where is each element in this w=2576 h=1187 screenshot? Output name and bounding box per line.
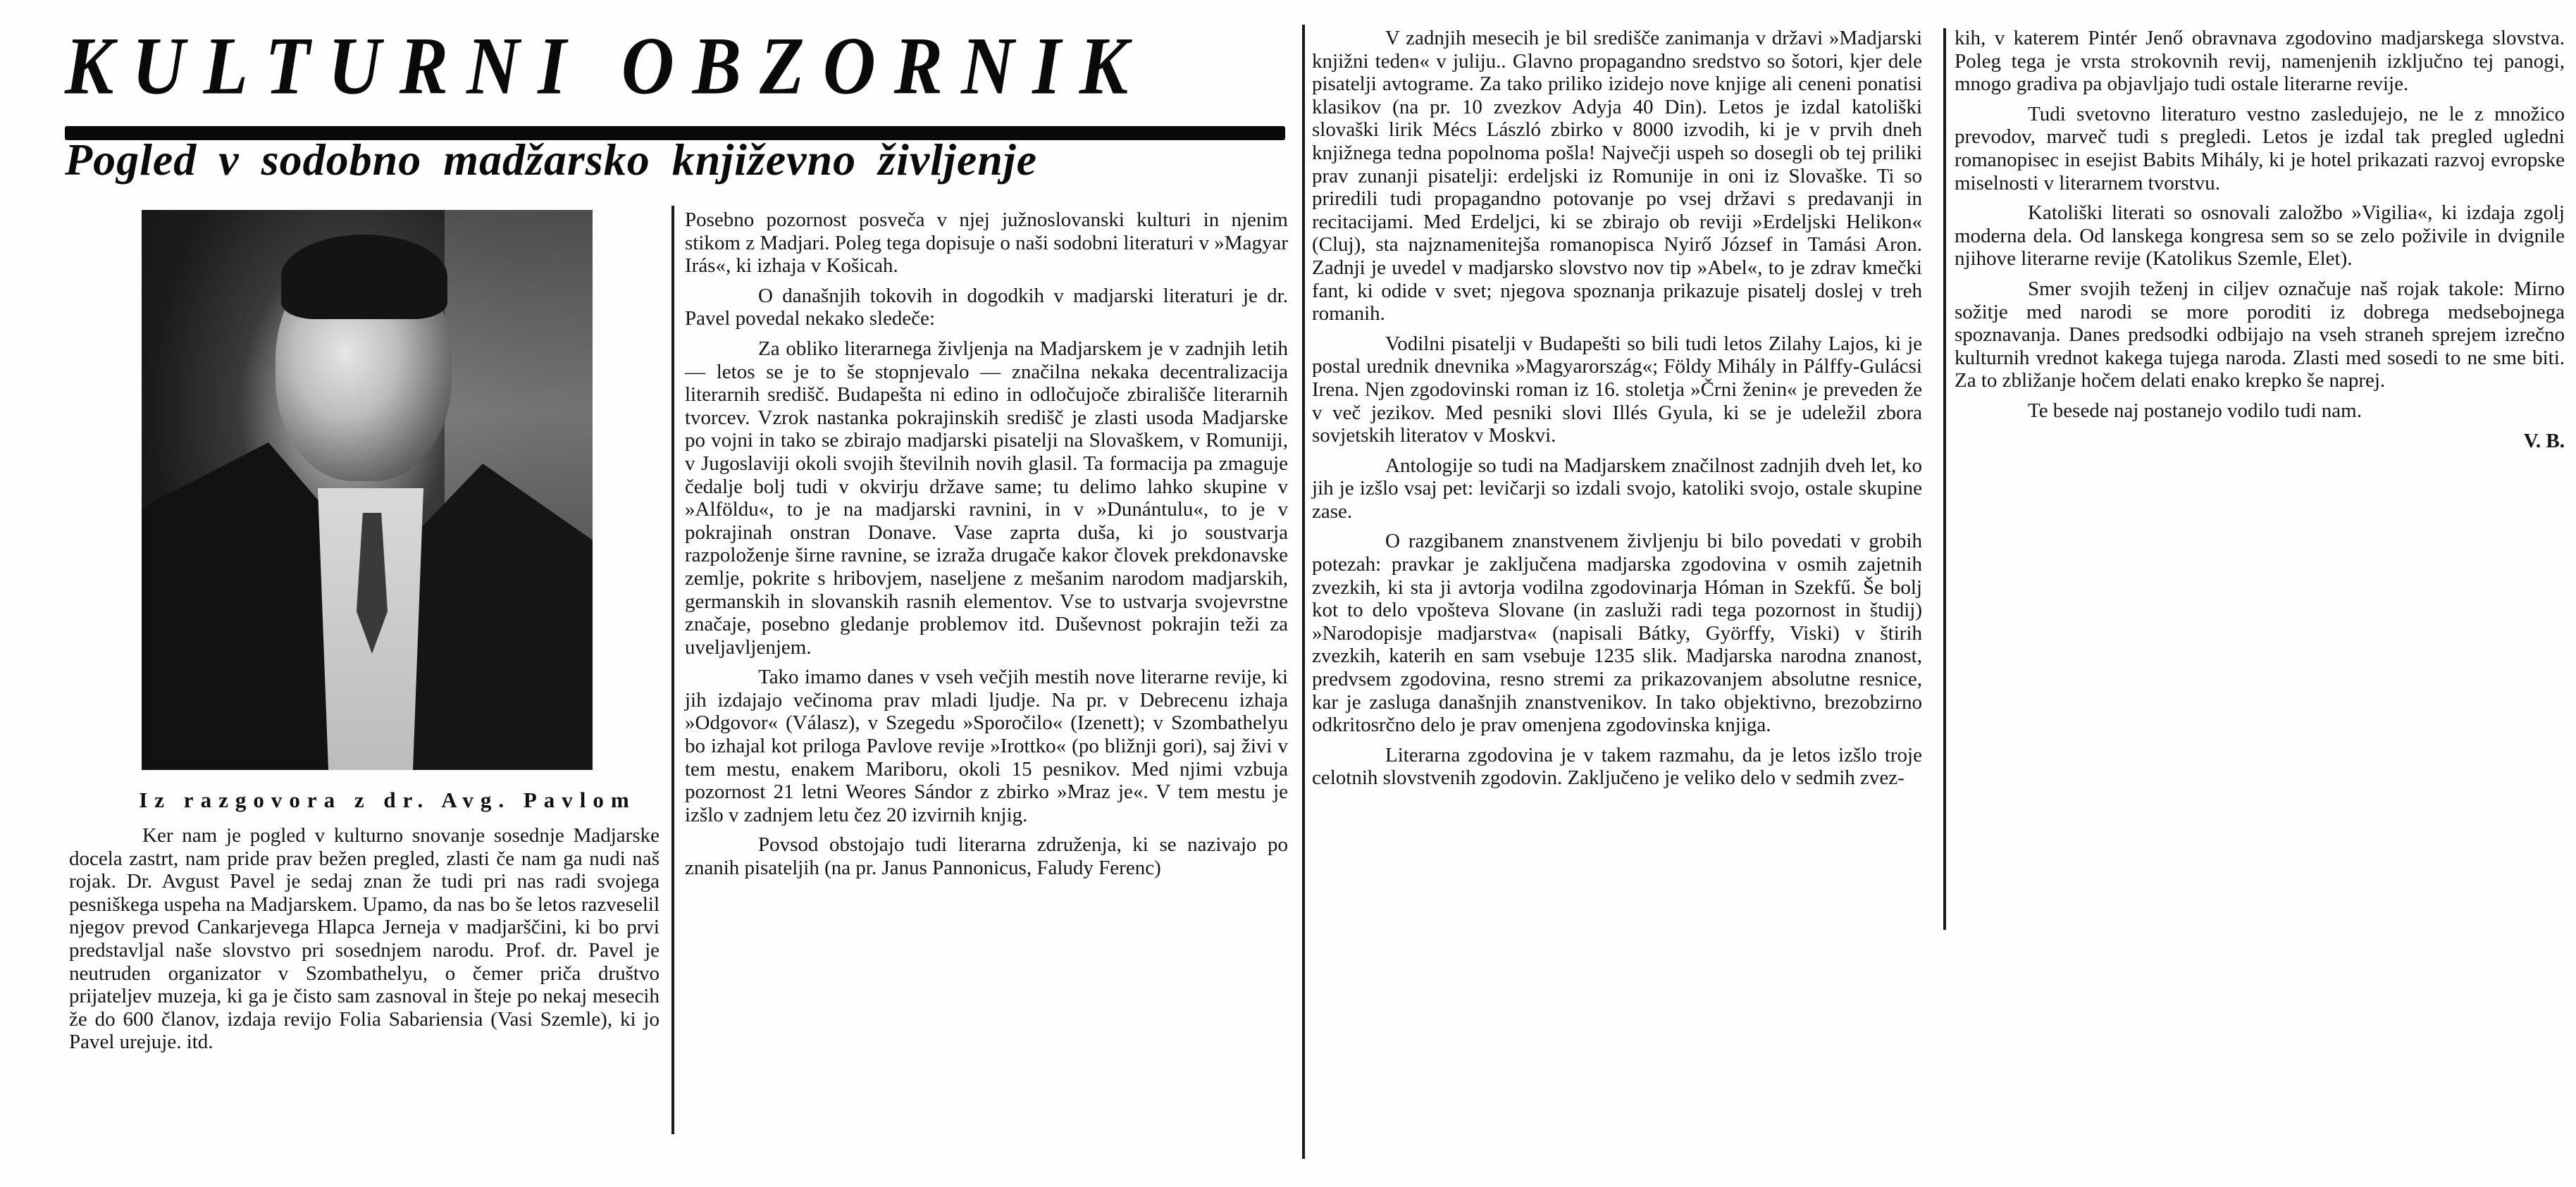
author-signature: V. B. (2523, 429, 2565, 452)
paragraph: V zadnjih mesecih je bil središče zanimanja v državi »Madjarski knjižni teden« v juliju.. Glavno propagandno sredstvo so šotori, kjer dele pisatelji avtograme. Za tako priliko izidejo nove knjige ali ceneni ponatisi klasikov (na pr. 10 zvezkov Adyja 40 Din). Letos je izdal katoliški slovaški lirik Mécs László zbirko v 8000 izvodih, ki je v prvih dneh knjižnega tedna popolnoma pošla! Največji uspeh so dosegli ob tej priliki prav zunanji pisatelji: erdeljski iz Romunije in oni iz Slovaške. Ti so priredili tudi propagandno potovanje po vsej državi s predavanji in recitacijami. Med Erdeljci, ki se zbirajo ob reviji »Erdeljski Helikon« (Cluj), sta najznamenitejša romanopisca Nyirő József in Tamási Aron. Zadnji je uvedel v madjarsko slovstvo nov tip »Abel«, to je zdrav kmečki fant, ki odide v svet; njegova spoznanja prikazuje pisatelj doslej v treh romanih. (1312, 27, 1922, 325)
paragraph: Tudi svetovno literaturo vestno zasledujejo, ne le z množico prevodov, marveč tudi s pregledi. Letos je izdal tak pregled ugledni romanopisec in esejist Babits Mihály, ki je hotel prikazati razvoj evropske miselnosti v literarnem tvorstvu. (1955, 102, 2565, 194)
article-column-1 (69, 824, 660, 1061)
column-divider (1302, 25, 1305, 1159)
paragraph: Literarna zgodovina je v takem razmahu, da je letos izšlo troje celotnih slovstvenih zgodovin. Zaključeno je veliko delo v sedmih zvez- (1312, 743, 1922, 790)
paragraph: kih, v katerem Pintér Jenő obravnava zgodovino madjarskega slovstva. Poleg tega je vrsta strokovnih revij, namenjenih izključno tej panogi, mnogo gradiva pa objavljajo tudi ostale literarne revije. (1955, 27, 2565, 96)
paragraph: Vodilni pisatelji v Budapešti so bili tudi letos Zilahy Lajos, ki je postal urednik dnevnika »Magyarország«; Földy Mihály in Pálffy-Gulácsi Irena. Njen zgodovinski roman iz 16. stoletja »Črni ženin« je preveden že v več jezikov. Med pesniki slovi Illés Gyula, ki se je udeležil zbora sovjetskih literatov v Moskvi. (1312, 332, 1922, 447)
paragraph: O razgibanem znanstvenem življenju bi bilo povedati v grobih potezah: pravkar je zaključena madjarska zgodovina v osmih zajetnih zvezkih, ki sta ji avtorja vodilna zgodovinarja Hóman in Szekfű. Še bolj kot to delo vpošteva Slovane (in zasluži radi tega pozornost in študij) »Narodopisje madjarstva« (napisali Bátky, Györffy, Viski) v štirih zvezkih, katerih en sam vsebuje 1235 slik. Madjarska narodna znanost, predvsem zgodovina, resno stremi za prikazovanjem absolutne resnice, kar je zasluga današnjih znanstvenikov. In tako objektivno, brezobzirno odkritosrčno delo je prav omenjena zgodovinska knjiga. (1312, 530, 1922, 737)
paragraph: Posebno pozornost posveča v njej južnoslovanski kulturi in njenim stikom z Madjari. Poleg tega dopisuje o naši sodobni literaturi v »Magyar Irás«, ki izhaja v Košicah. (685, 209, 1288, 278)
paragraph: Antologije so tudi na Madjarskem značilnost zadnjih dveh let, ko jih je izšlo vsaj pet: levičarji so izdali svojo, katoliki svojo, ostale skupine zase. (1312, 454, 1922, 523)
article-column-3 (1312, 27, 1922, 797)
article-column-2 (685, 209, 1288, 887)
masthead (65, 20, 1289, 112)
paragraph: Te besede naj postanejo vodilo tudi nam. (2028, 399, 2362, 422)
photo-hair (281, 235, 447, 319)
paragraph: Za obliko literarnega življenja na Madjarskem je v zadnjih letih — letos se je to še stopnjevalo — značilna nekaka decentralizacija literarnih središč. Budapešta ni edino in odločujoče zbirališče literarnih tvorcev. Vzrok nastanka pokrajinskih središč je zlasti usoda Madjarske po vojni in tako se zbirajo madjarski pisatelji na Slovaškem, v Romuniji, v Jugoslaviji okoli svojih številnih novih glasil. Ta formacija pa zmaguje čedalje bolj tudi v okvirju države same; tu delimo lahko skupine v »Alföldu«, to je na madjarski ravnini, in v »Dunántulu«, to je v pokrajinah onstran Donave. Vase zaprta duša, ki jo soustvarja razpoloženje širne ravnine, se izraža drugače kakor človek prekdonavske zemlje, pokrite s hribovjem, naseljene z mešanim narodom madjarskih, germanskih in slovanskih rasnih elementov. Vse to ustvarja svojevrstne značaje, posebno gledanje problemov itd. Duševnost pokrajin teži za uveljavljenjem. (685, 337, 1288, 659)
portrait-photo (142, 210, 593, 770)
column-divider (671, 206, 674, 1134)
paragraph: Povsod obstojajo tudi literarna združenja, ki se nazivajo po znanih pisateljih (na pr. Janus Pannonicus, Faludy Ferenc) (685, 833, 1288, 880)
article-headline: Pogled v sodobno madžarsko književno življenje (65, 135, 1037, 185)
paragraph: Tako imamo danes v vseh večjih mestih nove literarne revije, ki jih izdajajo večinoma prav mladi ljudje. Na pr. v Debrecenu izhaja »Odgovor« (Válasz), v Szegedu »Sporočilo« (Izenett); v Szombathelyu bo izhajal kot priloga Pavlove revije »Irottko« (po bližnji gori), saj živi v tem mestu, enakem Mariboru, okoli 15 pesnikov. Med njimi vzbuja pozornost 21 letni Weores Sándor z zbirko »Mraz je«. V tem mestu je izšlo v zadnjem letu čez 20 izvirnih knjig. (685, 666, 1288, 826)
section-title: KULTURNI OBZORNIK (65, 20, 1147, 112)
article-column-4 (1955, 27, 2565, 459)
paragraph: Ker nam je pogled v kulturno snovanje sosednje Madjarske docela zastrt, nam pride prav bežen pregled, zlasti če nam ga nudi naš rojak. Dr. Avgust Pavel je sedaj znan že tudi pri nas radi svojega pesniškega uspeha na Madjarskem. Upamo, da nas bo še letos razveselil njegov prevod Cankarjevega Hlapca Jerneja v madjarščini, ki bo prvi predstavljal naše slovstvo pri sosednjem narodu. Prof. dr. Pavel je neutruden organizator v Szombathelyu, o čemer priča društvo prijateljev muzeja, ki ga je čisto sam zasnoval in šteje po nekaj mesecih že do 600 članov, izdaja revijo Folia Sabariensia (Vasi Szemle), ki jo Pavel urejuje. itd. (69, 824, 660, 1054)
paragraph: O današnjih tokovih in dogodkih v madjarski literaturi je dr. Pavel povedal nekako sledeče: (685, 284, 1288, 330)
column-divider (1943, 28, 1946, 930)
paragraph: Katoliški literati so osnovali založbo »Vigilia«, ki izdaja zgolj moderna dela. Od lanskega kongresa sem so se zelo poživile in dvignile njihove literarne revije (Katolikus Szemle, Elet). (1955, 201, 2565, 271)
paragraph: Smer svojih teženj in ciljev označuje naš rojak takole: Mirno sožitje med narodi se more poroditi iz dobrega medsebojnega spoznavanja. Danes predsodki odbijajo na vseh straneh sprejem izrečno kulturnih vrednot kakega tujega naroda. Zlasti med sosedi to ne sme biti. Za to zbližanje hočem delati enako krepko še naprej. (1955, 277, 2565, 392)
photo-caption: Iz razgovora z dr. Avg. Pavlom (139, 788, 636, 812)
